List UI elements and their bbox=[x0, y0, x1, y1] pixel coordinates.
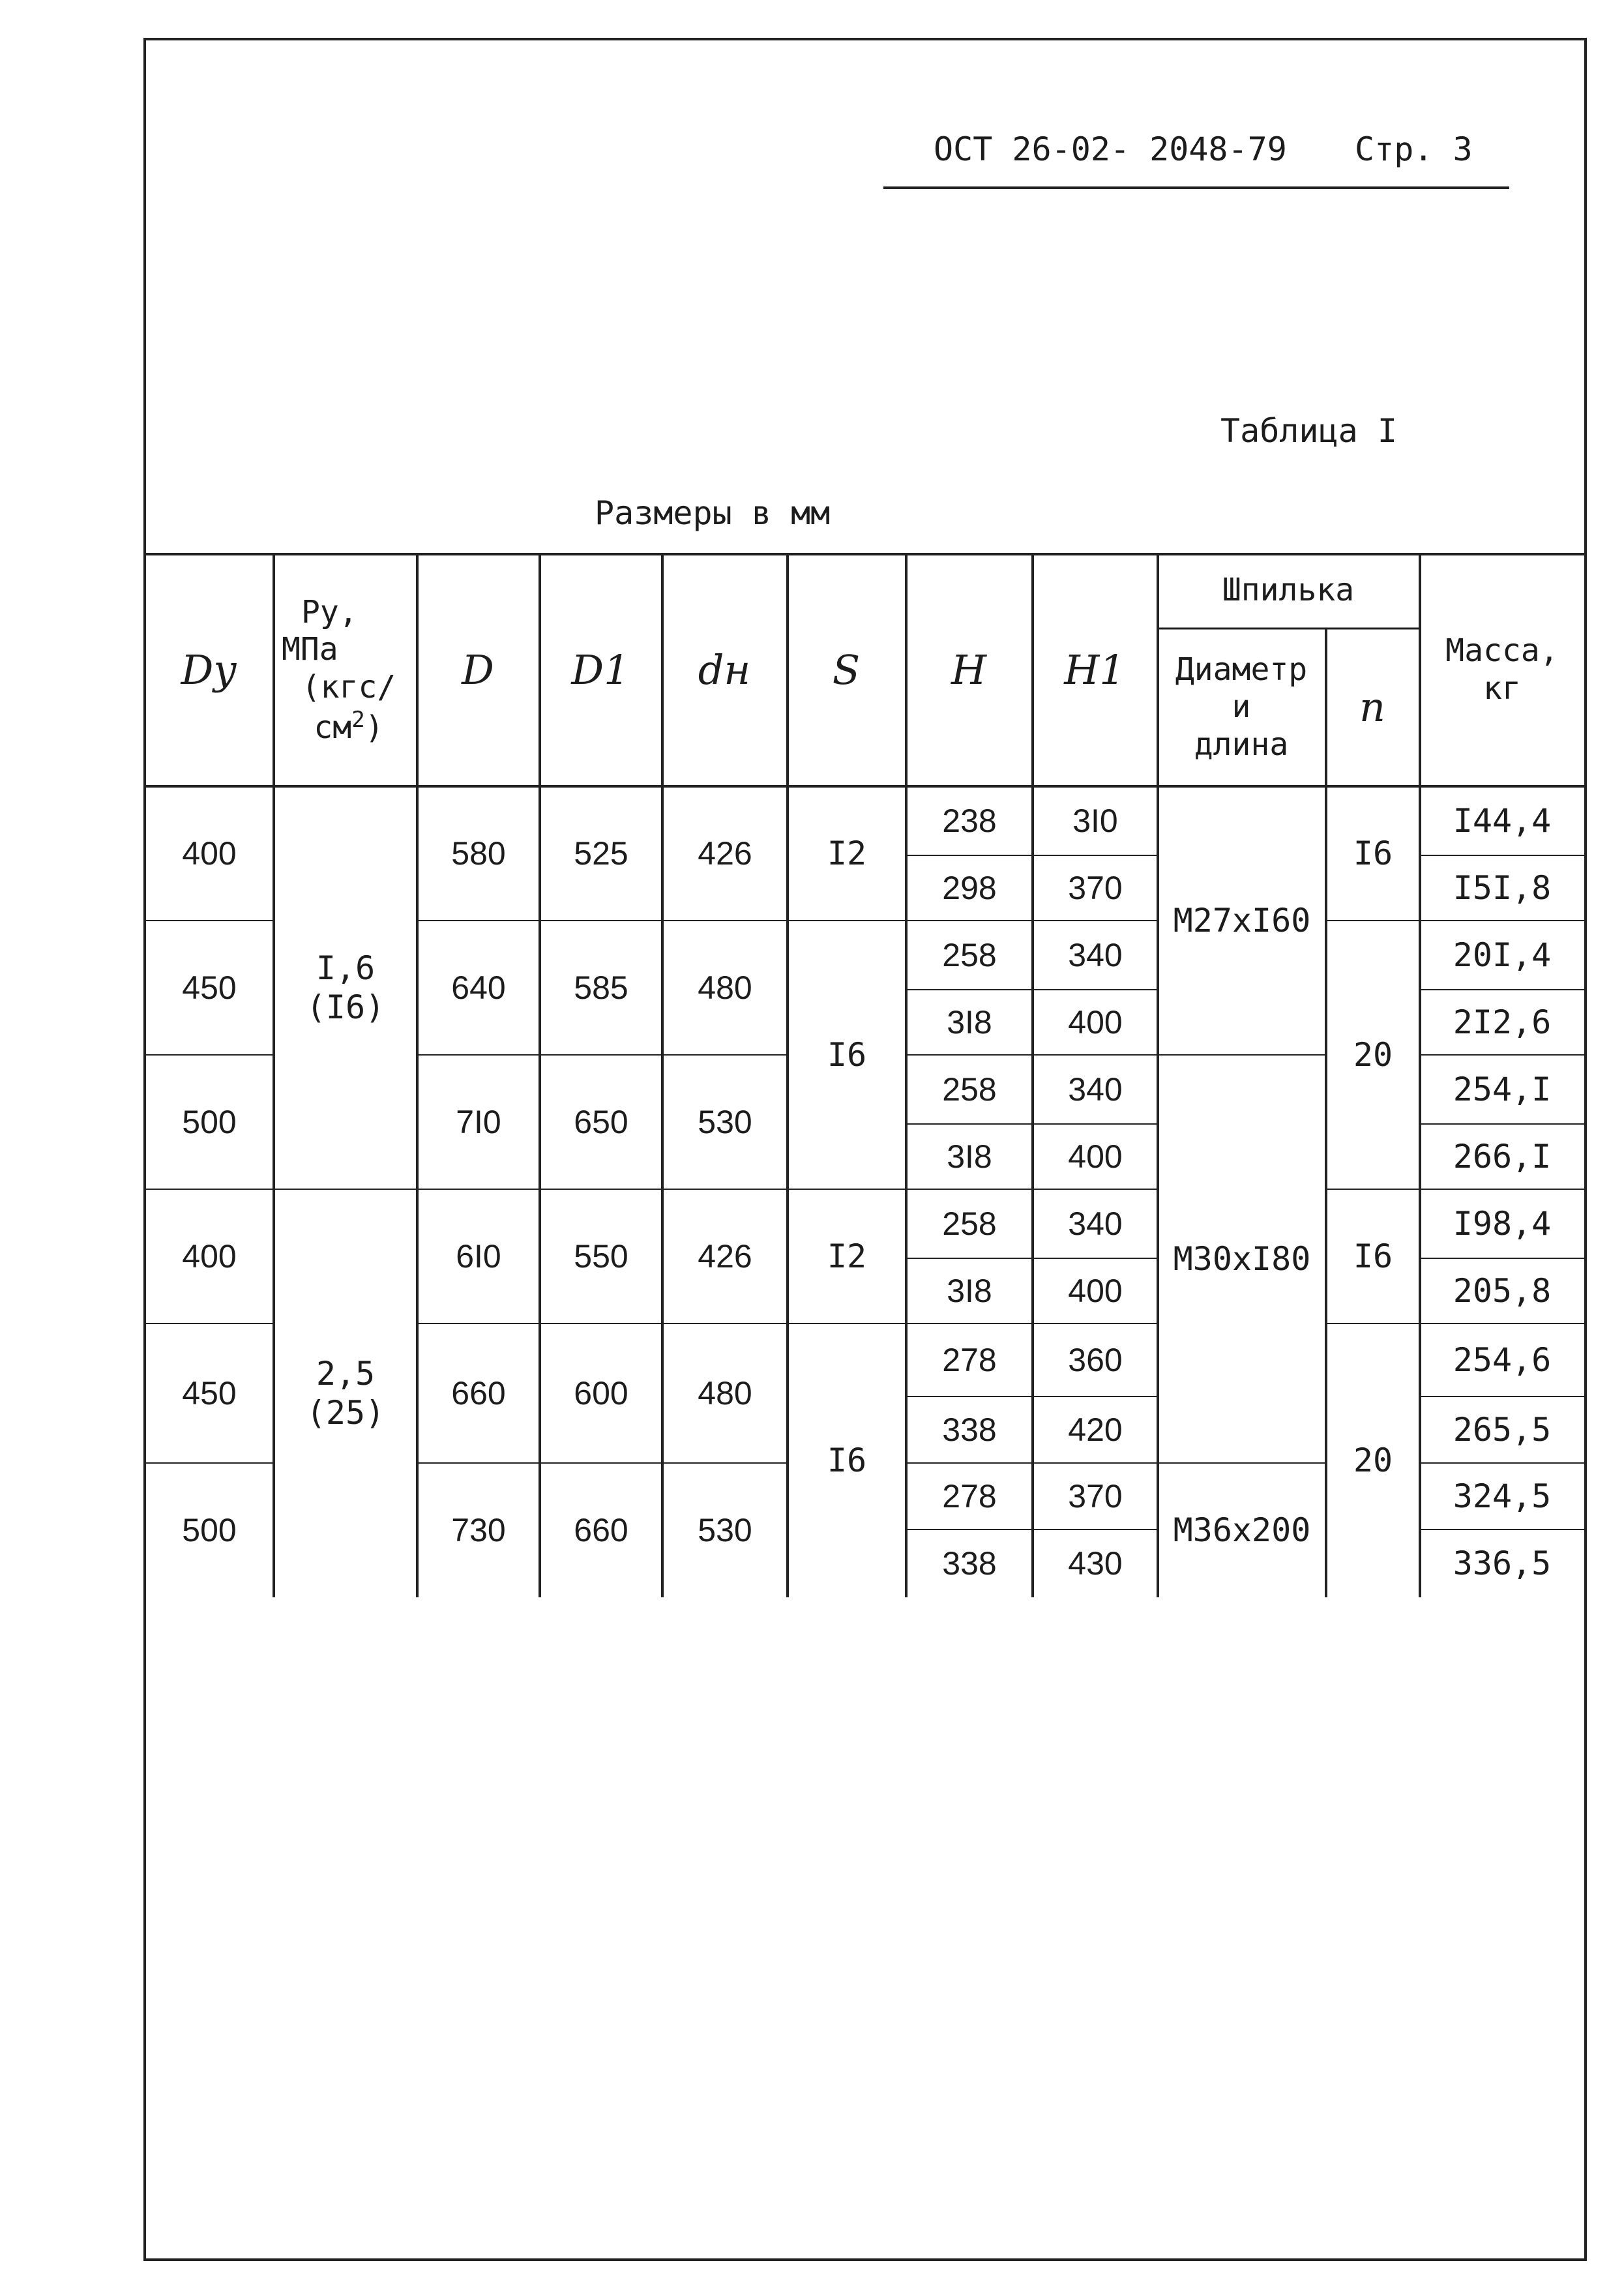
dy-cell: 450 bbox=[182, 969, 237, 1006]
col-header-d: D bbox=[462, 645, 494, 694]
h-cell: 3I8 bbox=[947, 1138, 992, 1175]
col-header-s: S bbox=[832, 645, 861, 694]
py-line2: МПа bbox=[282, 631, 338, 668]
h-cell: 258 bbox=[942, 1071, 997, 1108]
dn-cell: 530 bbox=[698, 1512, 752, 1548]
py-unit: (кгс/см bbox=[301, 669, 396, 746]
mass-cell: I98,4 bbox=[1453, 1205, 1552, 1243]
dn-cell: 530 bbox=[698, 1104, 752, 1140]
h-cell: 238 bbox=[942, 803, 997, 839]
n-cell: 20 bbox=[1353, 1036, 1393, 1074]
dn-cell: 480 bbox=[698, 1375, 752, 1412]
dy-cell: 450 bbox=[182, 1375, 237, 1412]
py-value-kgf: (I6) bbox=[306, 988, 385, 1026]
h-cell: 298 bbox=[942, 870, 997, 906]
stud-cell: M36x200 bbox=[1173, 1511, 1311, 1549]
dn-cell: 426 bbox=[698, 1238, 752, 1275]
dy-cell: 500 bbox=[182, 1512, 237, 1548]
stud-cell: M30xI80 bbox=[1173, 1240, 1311, 1278]
h1-cell: 340 bbox=[1068, 1205, 1123, 1242]
d-cell: 7I0 bbox=[456, 1104, 501, 1140]
py-value: 2,5 bbox=[316, 1355, 376, 1393]
d1-cell: 525 bbox=[574, 835, 628, 872]
table-title: Таблица I bbox=[1220, 412, 1397, 450]
dy-cell: 500 bbox=[182, 1104, 237, 1140]
d1-cell: 585 bbox=[574, 969, 628, 1006]
py-unit-sup: 2 bbox=[351, 706, 365, 733]
h1-cell: 3I0 bbox=[1072, 803, 1118, 839]
h-cell: 3I8 bbox=[947, 1004, 992, 1041]
col-header-dn: dн bbox=[698, 645, 751, 694]
h-cell: 278 bbox=[942, 1478, 997, 1515]
h1-cell: 340 bbox=[1068, 1071, 1123, 1108]
h-cell: 3I8 bbox=[947, 1273, 992, 1309]
py-value: I,6 bbox=[316, 949, 376, 987]
h1-cell: 400 bbox=[1068, 1273, 1123, 1309]
h1-cell: 430 bbox=[1068, 1545, 1123, 1582]
document-code: ОСТ 26-02- 2048-79 bbox=[934, 130, 1287, 168]
dn-cell: 426 bbox=[698, 835, 752, 872]
col-header-dy: Dy bbox=[181, 645, 237, 694]
s-cell: I6 bbox=[827, 1036, 867, 1074]
py-unit-close: ) bbox=[364, 709, 384, 746]
mass-line2: кг bbox=[1483, 670, 1521, 707]
mass-cell: 205,8 bbox=[1453, 1272, 1552, 1310]
page-number: Стр. 3 bbox=[1355, 130, 1473, 168]
mass-cell: I44,4 bbox=[1453, 802, 1552, 840]
stud-cell: M27xI60 bbox=[1173, 902, 1311, 939]
stud-dia-line3: длина bbox=[1194, 726, 1289, 763]
h1-cell: 370 bbox=[1068, 1478, 1123, 1515]
d1-cell: 650 bbox=[574, 1104, 628, 1140]
mass-cell: 254,6 bbox=[1453, 1341, 1552, 1379]
py-line3 bbox=[282, 669, 416, 746]
col-header-py bbox=[274, 554, 416, 786]
py-value-kgf: (25) bbox=[306, 1394, 385, 1432]
mass-cell: 254,I bbox=[1453, 1071, 1552, 1108]
mass-cell: 336,5 bbox=[1453, 1545, 1552, 1582]
col-header-stud-dia bbox=[1158, 628, 1325, 786]
d1-cell: 600 bbox=[574, 1375, 628, 1412]
h1-cell: 400 bbox=[1068, 1004, 1123, 1041]
col-header-d1: D1 bbox=[571, 645, 630, 694]
mass-cell: I5I,8 bbox=[1453, 869, 1552, 907]
dy-cell: 400 bbox=[182, 835, 237, 872]
h-cell: 338 bbox=[942, 1412, 997, 1448]
n-cell: I6 bbox=[1353, 1237, 1393, 1275]
py-cell bbox=[274, 1189, 417, 1597]
h-cell: 278 bbox=[942, 1342, 997, 1378]
h-cell: 258 bbox=[942, 1205, 997, 1242]
col-header-n: n bbox=[1359, 683, 1385, 731]
mass-cell: 20I,4 bbox=[1453, 936, 1552, 974]
d-cell: 730 bbox=[451, 1512, 506, 1548]
d1-cell: 660 bbox=[574, 1512, 628, 1548]
col-header-h1: H1 bbox=[1064, 645, 1125, 694]
d-cell: 640 bbox=[451, 969, 506, 1006]
units-note: Размеры в мм bbox=[595, 494, 831, 532]
s-cell: I2 bbox=[827, 835, 867, 872]
h-cell: 258 bbox=[942, 937, 997, 973]
py-cell bbox=[274, 786, 417, 1189]
dy-cell: 400 bbox=[182, 1238, 237, 1275]
h1-cell: 360 bbox=[1068, 1342, 1123, 1378]
mass-cell: 265,5 bbox=[1453, 1411, 1552, 1449]
d1-cell: 550 bbox=[574, 1238, 628, 1275]
col-header-mass bbox=[1420, 554, 1584, 786]
stud-dia-line2: и bbox=[1232, 688, 1251, 726]
d-cell: 580 bbox=[451, 835, 506, 872]
mass-cell: 266,I bbox=[1453, 1138, 1552, 1175]
mass-cell: 324,5 bbox=[1453, 1477, 1552, 1515]
n-cell: 20 bbox=[1353, 1441, 1393, 1479]
mass-line1: Масса, bbox=[1445, 632, 1559, 670]
h1-cell: 400 bbox=[1068, 1138, 1123, 1175]
s-cell: I6 bbox=[827, 1441, 867, 1479]
h1-cell: 370 bbox=[1068, 870, 1123, 906]
h1-cell: 420 bbox=[1068, 1412, 1123, 1448]
n-cell: I6 bbox=[1353, 835, 1393, 872]
s-cell: I2 bbox=[827, 1237, 867, 1275]
stud-dia-line1: Диаметр bbox=[1175, 651, 1308, 688]
d-cell: 660 bbox=[451, 1375, 506, 1412]
d-cell: 6I0 bbox=[456, 1238, 501, 1275]
py-line1: Py, bbox=[301, 593, 358, 630]
h-cell: 338 bbox=[942, 1545, 997, 1582]
mass-cell: 2I2,6 bbox=[1453, 1003, 1552, 1041]
dn-cell: 480 bbox=[698, 969, 752, 1006]
col-header-stud-group: Шпилька bbox=[1222, 572, 1355, 609]
col-header-h: H bbox=[951, 645, 987, 694]
h1-cell: 340 bbox=[1068, 937, 1123, 973]
